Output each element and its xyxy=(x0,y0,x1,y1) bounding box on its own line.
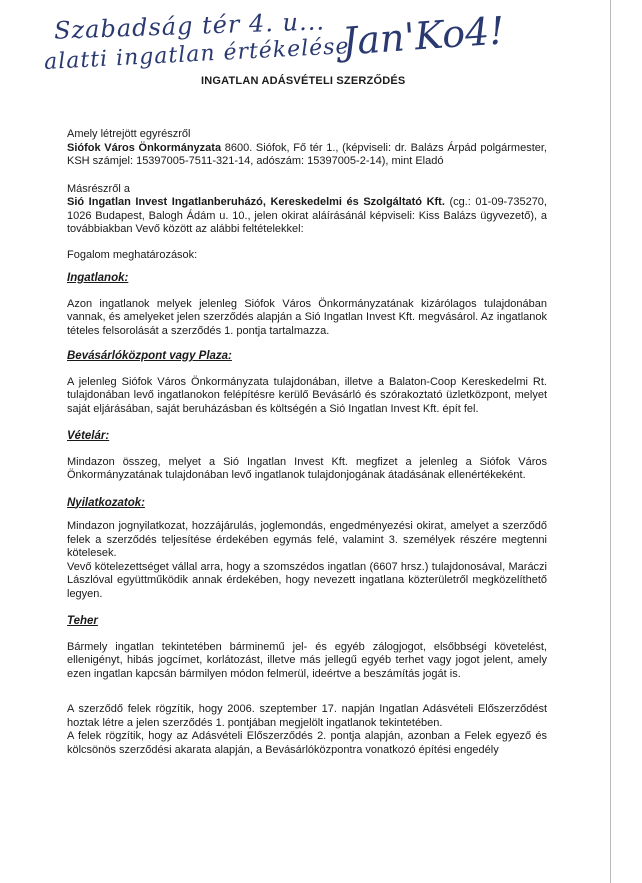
section-heading-teher: Teher xyxy=(67,615,98,627)
page-edge-line xyxy=(610,0,611,883)
document-body xyxy=(67,128,547,757)
section-heading-vetelar: Vételár: xyxy=(67,430,110,442)
closing-paragraph-1: A szerződő felek rögzítik, hogy 2006. szeptember 17. napján Ingatlan Adásvételi Előszerződést hoztak létre a jelen szerződés 1. pontjában megjelölt ingatlanok tekintetében. xyxy=(67,703,547,729)
party-2-name: Sió Ingatlan Invest Ingatlanberuházó, Kereskedelmi és Szolgáltató Kft. xyxy=(67,196,445,208)
intro-line-2: Másrészről a xyxy=(67,182,130,195)
section-text-teher: Bármely ingatlan tekintetében bárminemű jel- és egyéb zálogjogot, elsőbbségi követelést, ellenigényt, hibás jogcímet, korlátozást, illetve más jellegű egyéb terhet vagy jogot jelent, amely ezen ingatlan kapcsán bármilyen módon felmerül, ideértve a beszámítás jogát is. xyxy=(67,640,547,680)
party-1 xyxy=(67,142,547,169)
handwritten-note-line1: Szabadság tér 4. u... xyxy=(53,7,326,45)
party-1-name: Siófok Város Önkormányzata xyxy=(67,141,222,154)
section-text-plaza: A jelenleg Siófok Város Önkormányzata tulajdonában, illetve a Balaton-Coop Kereskedelmi Rt. tulajdonában levő ingatlanokon felépítésre kerülő Bevásárló és szórakoztató üzletközpont, melyet saját eljárásában, saját beruházásban és költségén a Sió Ingatlan Invest Kft. épít fel. xyxy=(67,375,547,415)
section-text-nyilatkozatok: Mindazon jognyilatkozat, hozzájárulás, joglemondás, engedményezési okirat, amelyet a szerződő felek a szerződés teljesítése érdekében egymás felé, valamint 3. személyek részére megtenni kötelesek. xyxy=(67,520,547,559)
definitions-label: Fogalom meghatározások: xyxy=(67,248,198,261)
section-text-ingatlanok: Azon ingatlanok melyek jelenleg Siófok Város Önkormányzatának kizárólagos tulajdonában vannak, és amelyeket jelen szerződés alapján a Sió Ingatlan Invest Kft. megvásárol. Az ingatlanok tételes felsorolását a szerződés 1. pontja tartalmazza. xyxy=(67,297,547,337)
handwritten-scribble: Jan'Ko4! xyxy=(340,8,506,64)
party-2-details: (cg.: 01-09-735270, 1026 Budapest, Balogh Ádám u. 10., jelen okirat aláírásánál képviseli: Kiss Balázs ügyvezető), a továbbiakban Vevő között az alábbi feltételekkel: xyxy=(67,196,547,235)
party-1-details: 8600. Siófok, Fő tér 1., (képviseli: dr. Balázs Árpád polgármester, KSH számjel: 15397005-7511-321-14, adószám: 15397005-2-14), mint Eladó xyxy=(67,141,547,167)
section-heading-nyilatkozatok: Nyilatkozatok: xyxy=(67,496,145,509)
section-heading-plaza: Bevásárlóközpont vagy Plaza: xyxy=(67,350,232,362)
section-text-nyilatkozatok-2: Vevő kötelezettséget vállal arra, hogy a szomszédos ingatlan (6607 hrsz.) tulajdonosával, Maráczi Lászlóval együttműködik annak érdekében, hogy nevezett ingatlana közterületről megközelíthető legyen. xyxy=(67,560,547,600)
document-title: INGATLAN ADÁSVÉTELI SZERZŐDÉS xyxy=(201,75,406,87)
party-2 xyxy=(67,196,547,237)
closing-paragraph-2: A felek rögzítik, hogy az Adásvételi Előszerződés 2. pontja alapján, azonban a Felek egyező és kölcsönös szerződési akarata alapján, a Bevásárlóközpontra vonatkozó építési engedély xyxy=(67,730,547,756)
handwritten-note-line2: alatti ingatlan értékelése xyxy=(43,34,351,75)
section-heading-ingatlanok: Ingatlanok: xyxy=(67,272,129,284)
section-text-vetelar: Mindazon összeg, melyet a Sió Ingatlan Invest Kft. megfizet a jelenleg a Siófok Város Önkormányzatának tulajdonában levő ingatlanok tulajdonjogának átadásának ellenértékeként. xyxy=(67,455,547,481)
intro-line-1: Amely létrejött egyrészről xyxy=(67,128,191,140)
